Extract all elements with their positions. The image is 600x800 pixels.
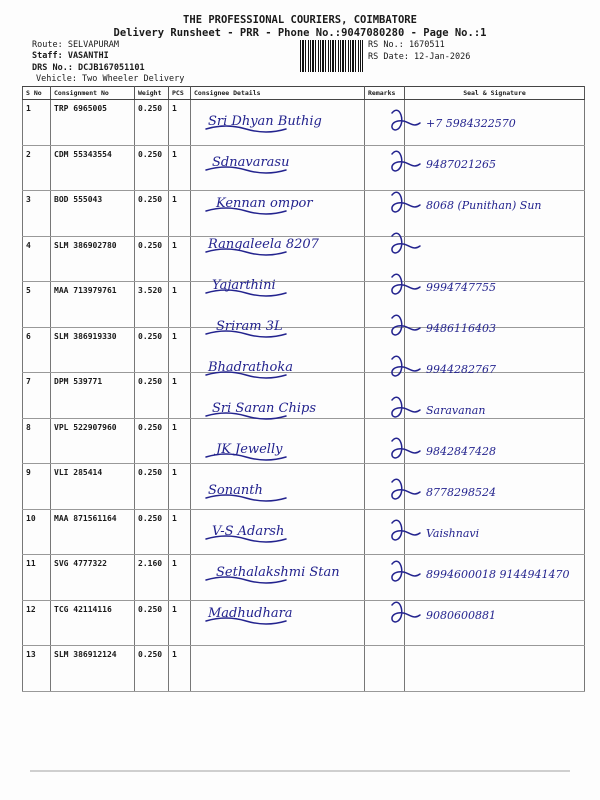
row-weight: 3.520 <box>135 282 169 328</box>
seal-handwriting: 8994600018 9144941470 <box>426 568 570 581</box>
row-sno: 4 <box>23 236 51 282</box>
row-consignee-cell <box>191 418 365 464</box>
row-weight: 0.250 <box>135 509 169 555</box>
row-weight: 0.250 <box>135 418 169 464</box>
row-sno: 8 <box>23 418 51 464</box>
row-consignee-cell <box>191 509 365 555</box>
consignee-handwriting: Sethalakshmi Stan <box>216 565 340 580</box>
row-seal-cell <box>405 191 585 237</box>
row-remarks-cell <box>365 191 405 237</box>
seal-handwriting: Vaishnavi <box>426 527 480 540</box>
table-row <box>23 100 585 146</box>
row-consignment: TCG 42114116 <box>51 600 135 646</box>
row-consignment: SLM 386919330 <box>51 327 135 373</box>
row-consignment: CDM 55343554 <box>51 145 135 191</box>
row-consignee-cell <box>191 236 365 282</box>
row-seal-cell <box>405 646 585 692</box>
row-consignee-cell <box>191 555 365 601</box>
consignee-handwriting: JK Jewelly <box>216 442 283 457</box>
row-consignee-cell <box>191 327 365 373</box>
row-sno: 12 <box>23 600 51 646</box>
consignee-handwriting: Sonanth <box>208 483 263 498</box>
row-remarks-cell <box>365 373 405 419</box>
row-seal-cell <box>405 418 585 464</box>
table-row <box>23 646 585 692</box>
row-consignee-cell <box>191 145 365 191</box>
seal-handwriting: 9487021265 <box>426 158 496 171</box>
row-consignee-cell <box>191 600 365 646</box>
runsheet-table <box>22 86 585 692</box>
row-remarks-cell <box>365 282 405 328</box>
consignee-handwriting: Sri Dhyan Buthig <box>208 114 322 129</box>
barcode-image <box>300 40 363 72</box>
col-consignment: Consignment No <box>51 87 135 100</box>
table-row <box>23 555 585 601</box>
row-pcs: 1 <box>169 464 191 510</box>
consignee-handwriting: Rangaleela 8207 <box>208 237 319 252</box>
row-sno: 10 <box>23 509 51 555</box>
company-title: THE PROFESSIONAL COURIERS, COIMBATORE <box>183 14 417 26</box>
row-weight: 0.250 <box>135 236 169 282</box>
table-row <box>23 191 585 237</box>
row-seal-cell <box>405 100 585 146</box>
row-sno: 6 <box>23 327 51 373</box>
row-consignment: SLM 386912124 <box>51 646 135 692</box>
row-sno: 3 <box>23 191 51 237</box>
row-pcs: 1 <box>169 100 191 146</box>
row-consignment: MAA 713979761 <box>51 282 135 328</box>
table-row <box>23 145 585 191</box>
table-header-row <box>23 87 585 100</box>
row-sno: 5 <box>23 282 51 328</box>
seal-handwriting: 9080600881 <box>426 609 496 622</box>
vehicle-label: Vehicle: Two Wheeler Delivery <box>36 74 185 84</box>
row-sno: 11 <box>23 555 51 601</box>
seal-handwriting: 9944282767 <box>426 363 496 376</box>
row-remarks-cell <box>365 555 405 601</box>
row-weight: 0.250 <box>135 327 169 373</box>
row-remarks-cell <box>365 236 405 282</box>
row-pcs: 1 <box>169 236 191 282</box>
consignee-handwriting: Bhadrathoka <box>208 360 294 375</box>
consignee-handwriting: V-S Adarsh <box>212 524 285 539</box>
row-remarks-cell <box>365 600 405 646</box>
row-remarks-cell <box>365 100 405 146</box>
consignee-handwriting: Sriram 3L <box>216 319 283 334</box>
row-consignee-cell <box>191 191 365 237</box>
seal-handwriting: 9486116403 <box>426 322 496 335</box>
seal-handwriting: Saravanan <box>426 404 486 417</box>
row-consignment: TRP 6965005 <box>51 100 135 146</box>
consignee-handwriting: Madhudhara <box>208 606 293 621</box>
page-edge-mark <box>30 770 570 772</box>
row-weight: 0.250 <box>135 464 169 510</box>
row-consignment: MAA 871561164 <box>51 509 135 555</box>
row-weight: 0.250 <box>135 100 169 146</box>
rs-number: RS No.: 1670511 <box>368 40 445 50</box>
row-weight: 0.250 <box>135 373 169 419</box>
table-row <box>23 373 585 419</box>
seal-handwriting: 8068 (Punithan) Sun <box>426 199 542 212</box>
col-weight: Weight <box>135 87 169 100</box>
row-consignee-cell <box>191 282 365 328</box>
row-pcs: 1 <box>169 373 191 419</box>
table-row <box>23 418 585 464</box>
seal-handwriting: 9842847428 <box>426 445 496 458</box>
col-pcs: PCS <box>169 87 191 100</box>
row-seal-cell <box>405 509 585 555</box>
col-seal: Seal & Signature <box>405 87 585 100</box>
drs-number: DRS No.: DCJB167051101 <box>32 63 145 73</box>
row-consignment: BOD 555043 <box>51 191 135 237</box>
row-pcs: 1 <box>169 282 191 328</box>
row-consignee-cell <box>191 464 365 510</box>
row-consignment: VPL 522907960 <box>51 418 135 464</box>
table-row <box>23 236 585 282</box>
row-remarks-cell <box>365 464 405 510</box>
table-row <box>23 509 585 555</box>
row-pcs: 1 <box>169 555 191 601</box>
consignee-handwriting: Kennan ompor <box>216 196 313 211</box>
consignee-handwriting: Yajarthini <box>212 278 276 293</box>
row-consignee-cell <box>191 100 365 146</box>
row-sno: 9 <box>23 464 51 510</box>
seal-handwriting: 8778298524 <box>426 486 496 499</box>
row-consignment: SVG 4777322 <box>51 555 135 601</box>
row-pcs: 1 <box>169 509 191 555</box>
row-remarks-cell <box>365 145 405 191</box>
table-row <box>23 327 585 373</box>
row-pcs: 1 <box>169 327 191 373</box>
row-consignment: VLI 285414 <box>51 464 135 510</box>
table-row <box>23 282 585 328</box>
consignee-handwriting: Sri Saran Chips <box>212 401 317 416</box>
row-remarks-cell <box>365 418 405 464</box>
row-remarks-cell <box>365 327 405 373</box>
col-remarks: Remarks <box>365 87 405 100</box>
row-seal-cell <box>405 282 585 328</box>
row-seal-cell <box>405 464 585 510</box>
row-pcs: 1 <box>169 600 191 646</box>
row-pcs: 1 <box>169 418 191 464</box>
col-consignee: Consignee Details <box>191 87 365 100</box>
seal-handwriting: +7 5984322570 <box>426 117 516 130</box>
row-consignee-cell <box>191 373 365 419</box>
seal-handwriting: 9994747755 <box>426 281 496 294</box>
row-weight: 0.250 <box>135 145 169 191</box>
row-pcs: 1 <box>169 145 191 191</box>
row-remarks-cell <box>365 646 405 692</box>
route-label: Route: SELVAPURAM <box>32 40 119 50</box>
row-weight: 0.250 <box>135 191 169 237</box>
row-pcs: 1 <box>169 646 191 692</box>
row-consignment: SLM 386902780 <box>51 236 135 282</box>
row-weight: 0.250 <box>135 646 169 692</box>
runsheet-subtitle: Delivery Runsheet - PRR - Phone No.:9047080280 - Page No.:1 <box>113 27 487 39</box>
row-seal-cell <box>405 600 585 646</box>
row-seal-cell <box>405 373 585 419</box>
staff-label: Staff: VASANTHI <box>32 51 109 61</box>
row-seal-cell <box>405 145 585 191</box>
row-consignee-cell <box>191 646 365 692</box>
rs-date: RS Date: 12-Jan-2026 <box>368 52 471 62</box>
row-seal-cell <box>405 555 585 601</box>
row-weight: 0.250 <box>135 600 169 646</box>
col-sno: S No <box>23 87 51 100</box>
row-sno: 2 <box>23 145 51 191</box>
row-remarks-cell <box>365 509 405 555</box>
row-pcs: 1 <box>169 191 191 237</box>
consignee-handwriting: Sdnavarasu <box>212 155 290 170</box>
table-row <box>23 464 585 510</box>
row-consignment: DPM 539771 <box>51 373 135 419</box>
row-sno: 7 <box>23 373 51 419</box>
row-sno: 13 <box>23 646 51 692</box>
row-weight: 2.160 <box>135 555 169 601</box>
row-seal-cell <box>405 327 585 373</box>
row-seal-cell <box>405 236 585 282</box>
table-row <box>23 600 585 646</box>
row-sno: 1 <box>23 100 51 146</box>
